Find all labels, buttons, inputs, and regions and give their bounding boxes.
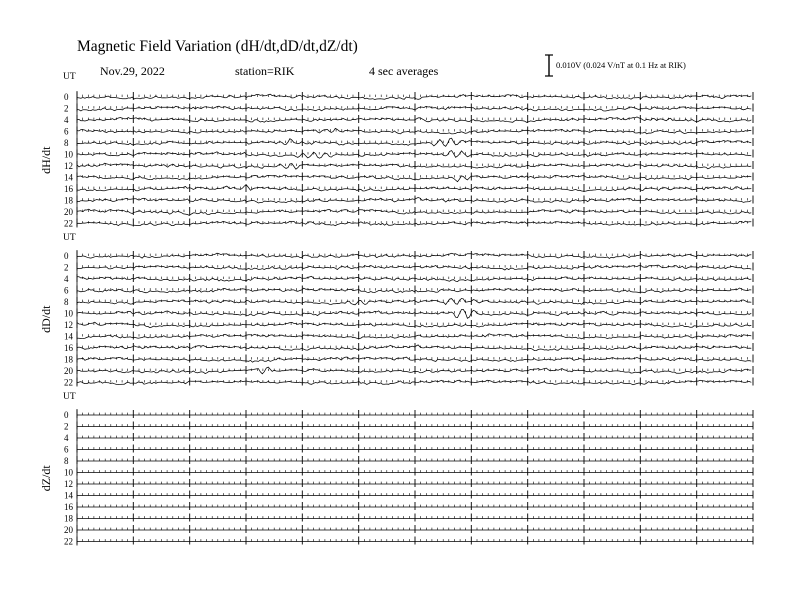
row-label: 14 [64, 490, 73, 501]
trace-row-10 [77, 310, 751, 319]
row-label: 12 [64, 320, 73, 330]
row-label: 14 [64, 331, 73, 342]
row-label: 8 [64, 297, 69, 307]
row-label: 14 [64, 172, 73, 183]
scale-label: 0.010V (0.024 V/nT at 0.1 Hz at RIK) [556, 60, 686, 70]
row-label: 22 [64, 377, 73, 388]
scale-bar [545, 55, 553, 76]
chart-title: Magnetic Field Variation (dH/dt,dD/dt,dZ/dt) [77, 38, 358, 55]
row-label: 16 [64, 502, 73, 512]
row-label: 0 [64, 92, 69, 102]
row-label: 4 [64, 274, 69, 284]
row-label: 18 [64, 513, 73, 524]
row-label: 16 [64, 343, 73, 353]
ut-label: UT [63, 72, 76, 82]
axis-label-dD-dt: dD/dt [39, 305, 53, 333]
row-label: 20 [64, 525, 73, 535]
row-label: 2 [64, 421, 69, 432]
ut-label: UT [63, 233, 76, 243]
row-label: 20 [64, 207, 73, 217]
row-label: 2 [64, 103, 69, 114]
row-label: 10 [64, 467, 73, 478]
axis-label-dH-dt: dH/dt [39, 146, 53, 174]
row-label: 0 [64, 410, 69, 420]
row-label: 8 [64, 456, 69, 466]
row-label: 22 [64, 218, 73, 229]
station-label: station=RIK [235, 64, 295, 78]
row-label: 18 [64, 354, 73, 365]
row-label: 6 [64, 285, 69, 296]
row-label: 6 [64, 126, 69, 137]
row-label: 20 [64, 366, 73, 376]
row-label: 0 [64, 251, 69, 261]
panel-dD-dt [39, 233, 753, 388]
axis-label-dZ-dt: dZ/dt [39, 465, 53, 492]
row-label: 12 [64, 479, 73, 489]
row-label: 22 [64, 536, 73, 547]
panel-dZ-dt [39, 392, 753, 547]
row-label: 4 [64, 115, 69, 125]
date-label: Nov.29, 2022 [100, 64, 165, 78]
row-label: 18 [64, 195, 73, 206]
averaging-label: 4 sec averages [369, 64, 439, 78]
row-label: 16 [64, 184, 73, 194]
row-label: 2 [64, 262, 69, 273]
row-label: 12 [64, 161, 73, 171]
ut-label: UT [63, 392, 76, 402]
row-label: 10 [64, 308, 73, 319]
row-label: 8 [64, 138, 69, 148]
row-label: 6 [64, 444, 69, 455]
panel-dH-dt [39, 72, 753, 229]
row-label: 4 [64, 433, 69, 443]
row-label: 10 [64, 149, 73, 160]
